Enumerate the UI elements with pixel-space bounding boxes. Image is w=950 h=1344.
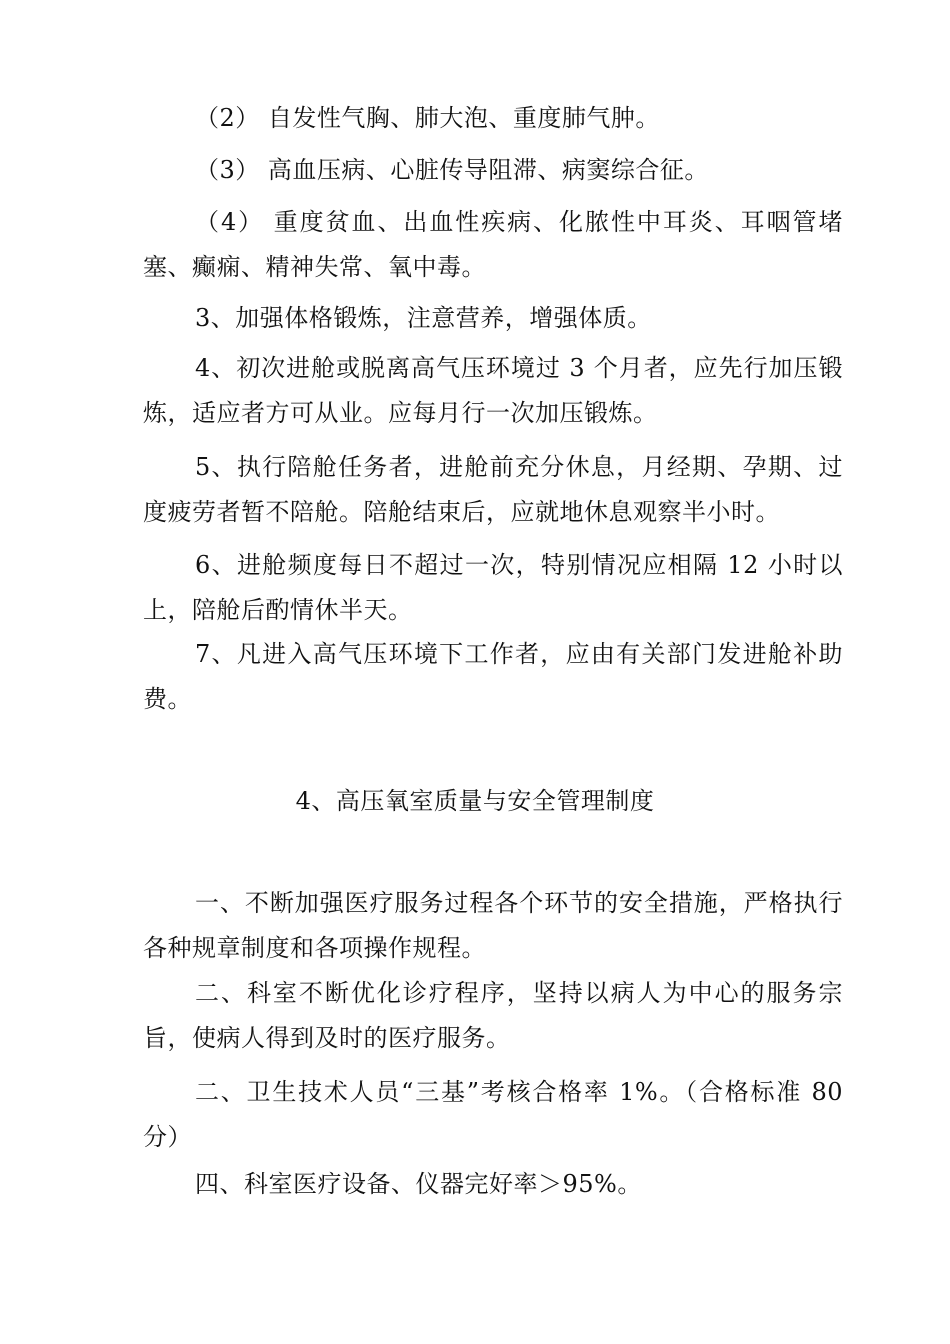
section-title: 4、高压氧室质量与安全管理制度 <box>295 787 655 815</box>
list-item: 一、不断加强医疗服务过程各个环节的安全措施，严格执行各种规章制度和各项操作规程。 <box>143 889 843 962</box>
list-item: 6、进舱频度每日不超过一次，特别情况应相隔 12 小时以上，陪舱后酌情休半天。 <box>143 551 843 624</box>
list-item: 5、执行陪舱任务者，进舱前充分休息，月经期、孕期、过度疲劳者暂不陪舱。陪舱结束后，应就地休息观察半小时。 <box>143 453 843 526</box>
list-item: 二、科室不断优化诊疗程序，坚持以病人为中心的服务宗旨，使病人得到及时的医疗服务。 <box>143 979 843 1052</box>
list-item: （2） 自发性气胸、肺大泡、重度肺气肿。 <box>195 104 660 132</box>
list-item: 四、科室医疗设备、仪器完好率＞95%。 <box>195 1170 642 1198</box>
list-item: 4、初次进舱或脱离高气压环境过 3 个月者，应先行加压锻炼，适应者方可从业。应每月行一次加压锻炼。 <box>143 354 843 427</box>
list-item: （3） 高血压病、心脏传导阻滞、病窦综合征。 <box>195 156 709 184</box>
list-item: 3、加强体格锻炼，注意营养，增强体质。 <box>195 304 652 332</box>
list-item: 7、凡进入高气压环境下工作者，应由有关部门发进舱补助费。 <box>143 640 843 713</box>
list-item: 二、卫生技术人员“三基”考核合格率 1%。（合格标准 80 分） <box>143 1078 843 1151</box>
list-item: （4） 重度贫血、出血性疾病、化脓性中耳炎、耳咽管堵塞、癫痫、精神失常、氧中毒。 <box>143 208 843 281</box>
